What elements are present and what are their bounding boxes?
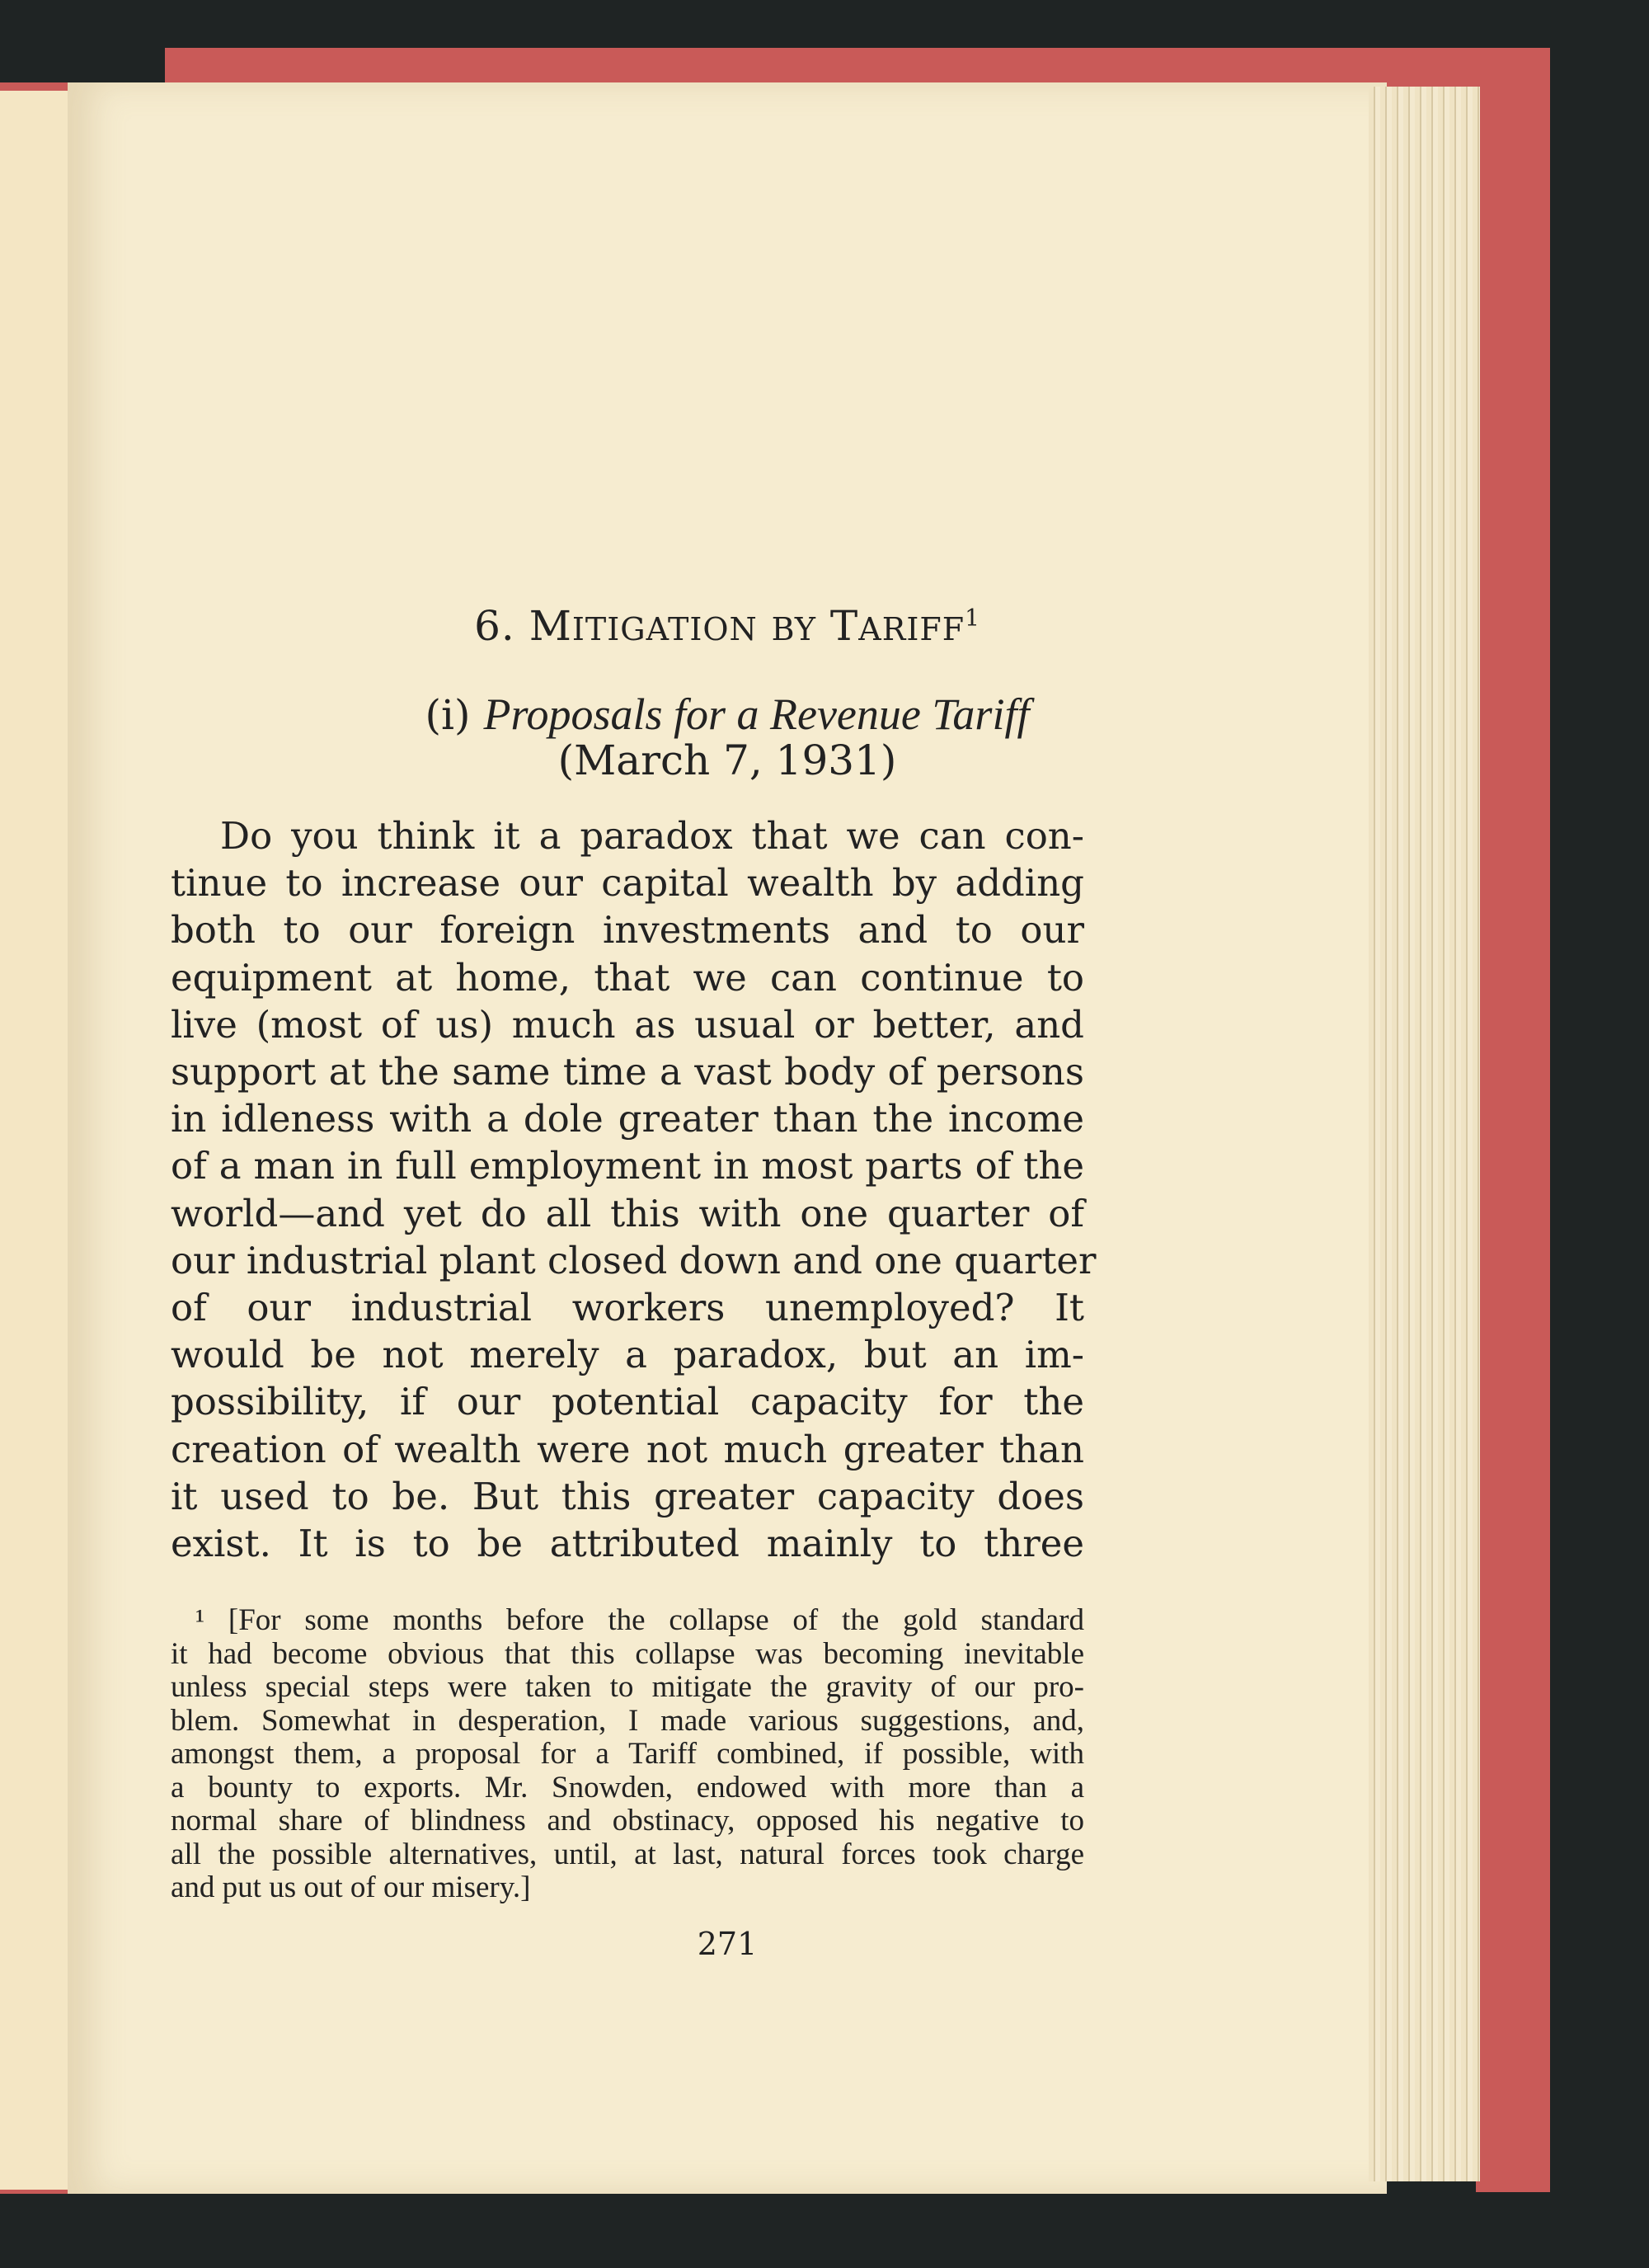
section-heading: [68, 602, 1387, 650]
text-line: of a man in full employment in most parts of the: [171, 1144, 1084, 1188]
text-line: all the possible alternatives, until, at last, natural forces took charge: [171, 1837, 1084, 1871]
heading-word: ITIGATION: [571, 611, 758, 647]
left-page-edge: [0, 91, 70, 2190]
page-edges: [1369, 87, 1480, 2181]
subheading-title: Proposals for a Revenue Tariff: [483, 689, 1030, 739]
text-line: world—and yet do all this with one quarter of: [171, 1191, 1084, 1235]
text-line: a bounty to exports. Mr. Snowden, endowed with more than a: [171, 1770, 1084, 1805]
heading-word: ARIFF: [858, 611, 965, 647]
text-line: ¹ [For some months before the collapse of the gold standard: [195, 1603, 1084, 1637]
text-line: in idleness with a dole greater than the income: [171, 1097, 1084, 1141]
text-line: it used to be. But this greater capacity does: [171, 1474, 1084, 1518]
text-line: equipment at home, that we can continue to: [171, 955, 1084, 1000]
subheading: [68, 689, 1387, 740]
text-line: possibility, if our potential capacity for the: [171, 1380, 1084, 1424]
text-line: would be not merely a paradox, but an im-: [171, 1333, 1084, 1377]
text-line: exist. It is to be attributed mainly to three: [171, 1522, 1084, 1566]
subheading-date: (March 7, 1931): [557, 736, 897, 784]
body-text: [171, 812, 1097, 1567]
text-line: Do you think it a paradox that we can con-: [220, 814, 1084, 858]
text-line: it had become obvious that this collapse was becoming inevitable: [171, 1636, 1084, 1671]
text-line: our industrial plant closed down and one quarter: [171, 1238, 1097, 1282]
heading-word: T: [829, 602, 859, 650]
footnote: [171, 1604, 1084, 1905]
text-line: of our industrial workers unemployed? It: [171, 1286, 1084, 1330]
text-line: both to our foreign investments and to our: [171, 908, 1084, 953]
text-line: support at the same time a vast body of persons: [171, 1050, 1084, 1094]
heading-word: M: [529, 602, 572, 650]
text-line: tinue to increase our capital wealth by adding: [171, 861, 1084, 906]
text-line: live (most of us) much as usual or better, and: [171, 1002, 1084, 1047]
subheading-prefix: (i): [425, 691, 471, 739]
book-cover-right: [1476, 48, 1550, 2192]
section-number: 6.: [474, 602, 515, 650]
text-line: unless special steps were taken to mitigate the gravity of our pro-: [171, 1670, 1084, 1704]
text-line: and put us out of our misery.]: [171, 1870, 531, 1904]
footnote-marker: 1: [965, 604, 980, 632]
page-number: 271: [697, 1926, 758, 1962]
text-line: amongst them, a proposal for a Tariff combined, if possible, with: [171, 1737, 1084, 1771]
heading-word: BY: [771, 611, 817, 647]
text-line: blem. Somewhat in desperation, I made various suggestions, and,: [171, 1703, 1084, 1738]
text-line: normal share of blindness and obstinacy, opposed his negative to: [171, 1804, 1084, 1837]
text-line: creation of wealth were not much greater than: [171, 1427, 1084, 1471]
